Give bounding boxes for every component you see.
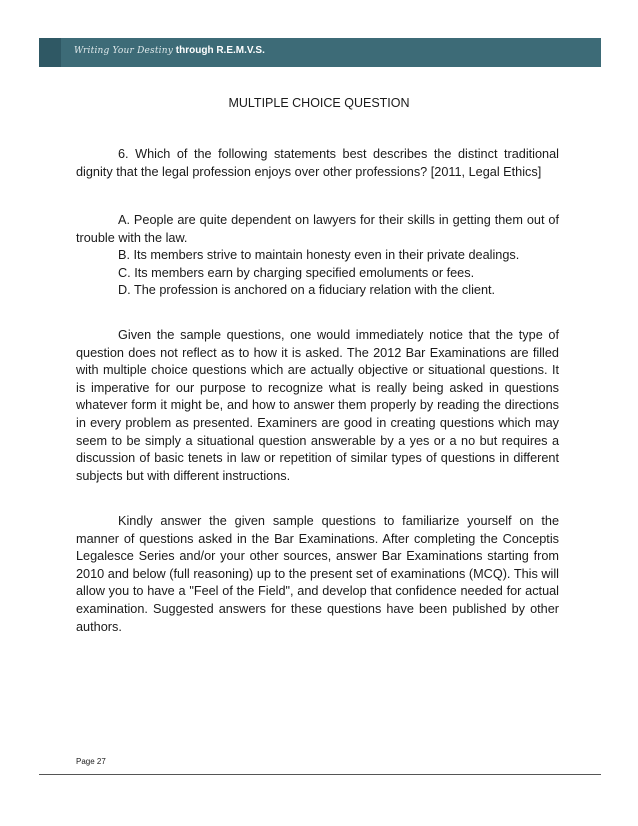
footer-rule (39, 774, 601, 775)
header-script-text: Writing Your Destiny (74, 46, 174, 56)
question-text: 6. Which of the following statements best describes the distinct traditional dignity that the legal profession enjoys over other professions? [2011, Legal Ethics] (76, 147, 559, 179)
header-accent-block (39, 38, 61, 67)
running-header (74, 45, 265, 56)
option-b: B. Its members strive to maintain honesty even in their private dealings. (118, 248, 520, 262)
page-title: MULTIPLE CHOICE QUESTION (228, 96, 410, 110)
option-a: A. People are quite dependent on lawyers for their skills in getting them out of trouble with the law. (76, 213, 559, 245)
option-d: D. The profession is anchored on a fiduciary relation with the client. (118, 283, 496, 297)
body-paragraph-2: Kindly answer the given sample questions to familiarize yourself on the manner of questions asked in the Bar Examinations. After completing the Conceptis Legalesce Series and/or your other sources, answer Bar Examinations starting from 2010 and below (full reasoning) up to the present set of examinations (MCQ). This will allow you to have a "Feel of the Field", and develop that confidence needed for actual examination. Suggested answers for these questions have been published by other authors. (76, 514, 559, 634)
body-paragraph-1: Given the sample questions, one would immediately notice that the type of question does not reflect as to how it is asked. The 2012 Bar Examinations are filled with multiple choice questions which are actually objective or situational questions. It is imperative for our purpose to recognize what is really being asked in questions whatever form it might be, and how to answer them properly by reading the directions in every problem as presented. Examiners are good in creating questions which may seem to be simply a situational question answerable by a yes or a no but requires a discussion of basic tenets in law or repetition of similar types of questions in different subjects but with different instructions. (76, 328, 559, 483)
header-bold-text: through R.E.M.V.S. (175, 45, 265, 56)
page-number: Page 27 (76, 757, 106, 766)
option-c: C. Its members earn by charging specified emoluments or fees. (118, 266, 475, 280)
